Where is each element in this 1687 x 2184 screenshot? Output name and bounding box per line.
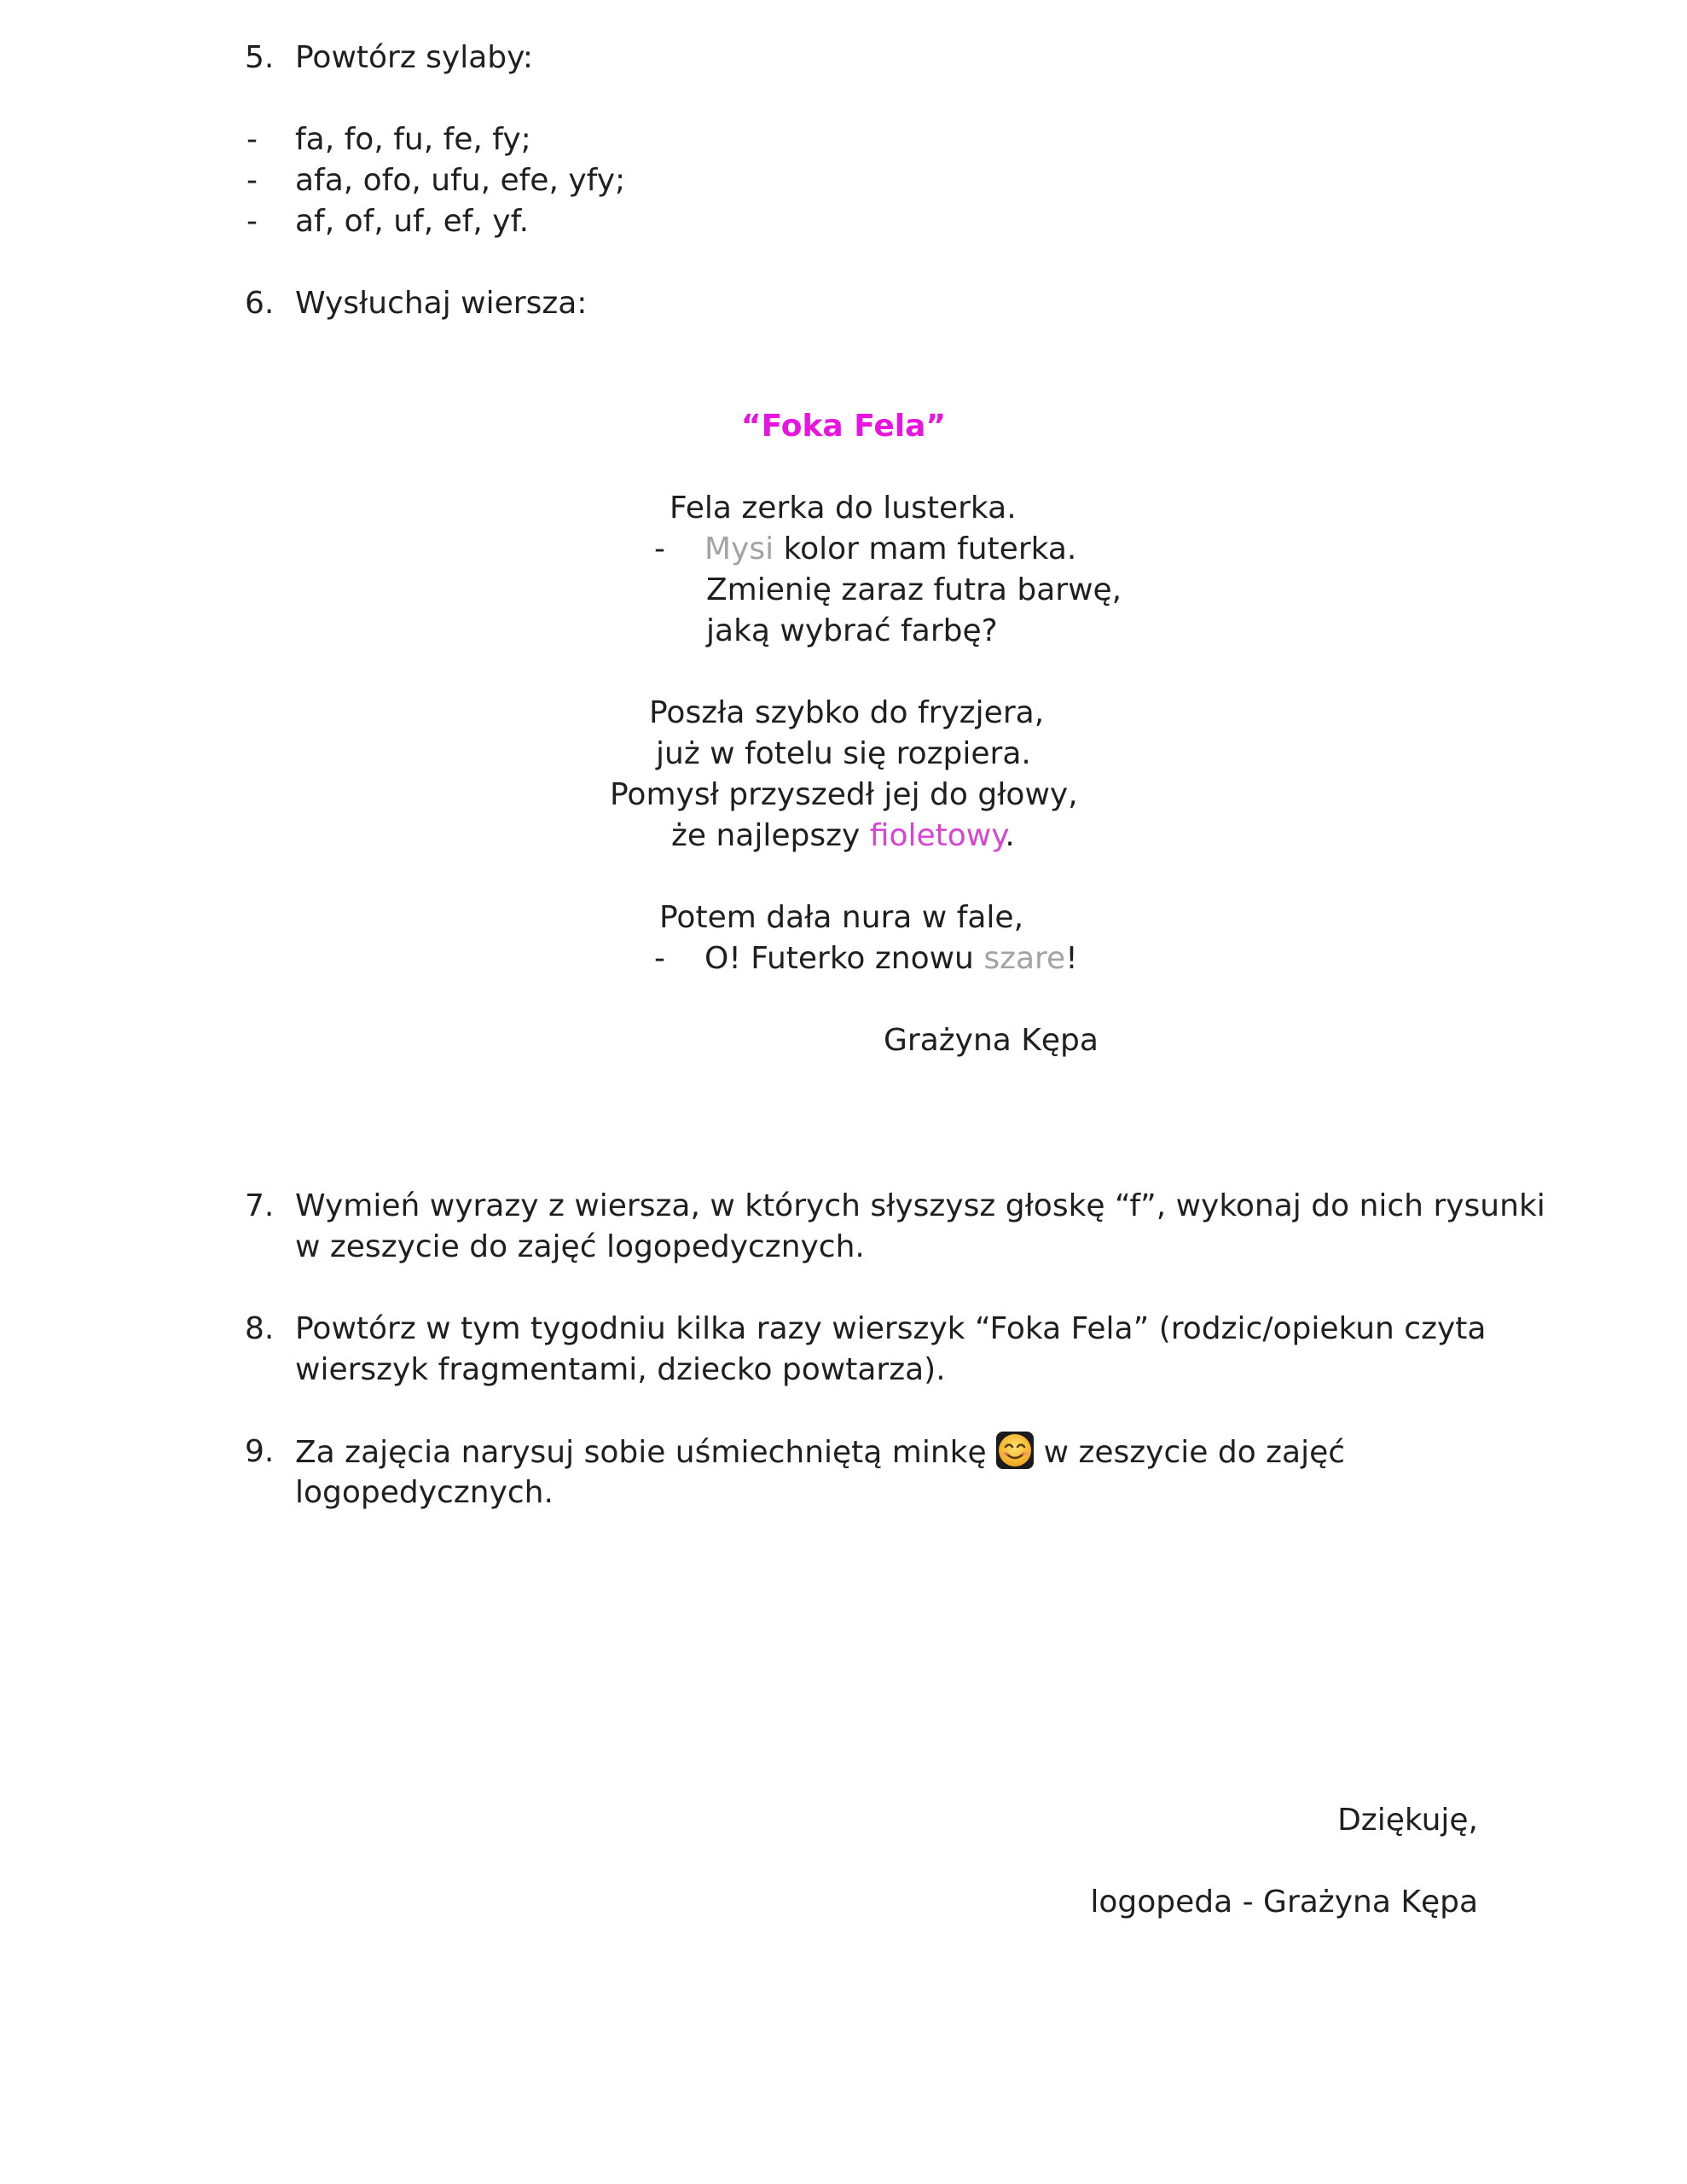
item-9-text-end: w zeszycie do zajęć (1034, 1435, 1346, 1470)
poem-line-start: O! Futerko znowu (704, 941, 984, 976)
item-8-line-1: Powtórz w tym tygodniu kilka razy wierszyk “Foka Fela” (rodzic/opiekun czyta (295, 1311, 1487, 1346)
item-9-number: 9. (245, 1434, 275, 1469)
poem-line-rest: kolor mam futerka. (774, 531, 1077, 566)
poem-line (704, 938, 1078, 979)
item-6-text: Wysłuchaj wiersza: (295, 286, 588, 321)
item-5-number: 5. (245, 40, 275, 75)
item-6-number: 6. (245, 286, 275, 321)
poem-line-start: że najlepszy (671, 818, 870, 853)
poem-line: już w fotelu się rozpiera. (656, 736, 1031, 771)
poem-line: Potem dała nura w fale, (659, 900, 1024, 935)
list-item: fa, fo, fu, fe, fy; (295, 122, 531, 157)
highlight-grey-word: Mysi (704, 531, 774, 566)
item-9-line-2: logopedycznych. (295, 1475, 554, 1510)
item-7-line-1: Wymień wyrazy z wiersza, w których słyszysz głoskę “f”, wykonaj do nich rysunki (295, 1188, 1545, 1223)
item-7-line-2: w zeszycie do zajęć logopedycznych. (295, 1229, 865, 1264)
item-8-number: 8. (245, 1311, 275, 1346)
poem-author: Grażyna Kępa (884, 1023, 1099, 1058)
item-5-text: Powtórz sylaby: (295, 40, 533, 75)
poem-line: Fela zerka do lusterka. (670, 491, 1017, 526)
poem-line: Zmienię zaraz futra barwę, (706, 572, 1122, 607)
poem-line (671, 816, 1015, 857)
item-7-number: 7. (245, 1188, 275, 1223)
smiling-face-icon (996, 1432, 1034, 1469)
highlight-grey-word: szare (983, 941, 1066, 976)
poem-dash: - (654, 531, 665, 566)
list-bullet: - (246, 122, 258, 157)
poem-line (704, 529, 1076, 570)
list-bullet: - (246, 204, 258, 239)
poem-line: jaką wybrać farbę? (706, 613, 998, 648)
list-item: afa, ofo, ufu, efe, yfy; (295, 163, 626, 198)
item-9-line-1 (295, 1432, 1345, 1473)
highlight-pink-word: fioletowy (869, 818, 1006, 853)
item-9-text-start: Za zajęcia narysuj sobie uśmiechniętą minkę (295, 1435, 997, 1470)
poem-dash: - (654, 941, 665, 976)
poem-line: Poszła szybko do fryzjera, (649, 695, 1045, 730)
list-item: af, of, uf, ef, yf. (295, 204, 530, 239)
closing-thanks: Dziękuję, (1337, 1803, 1478, 1838)
poem-line-end: . (1005, 818, 1015, 853)
item-8-line-2: wierszyk fragmentami, dziecko powtarza). (295, 1352, 946, 1387)
closing-signature: logopeda - Grażyna Kępa (1090, 1885, 1478, 1920)
poem-line-end: ! (1065, 941, 1078, 976)
poem-title: “Foka Fela” (740, 409, 947, 444)
list-bullet: - (246, 163, 258, 198)
poem-line: Pomysł przyszedł jej do głowy, (610, 777, 1078, 812)
